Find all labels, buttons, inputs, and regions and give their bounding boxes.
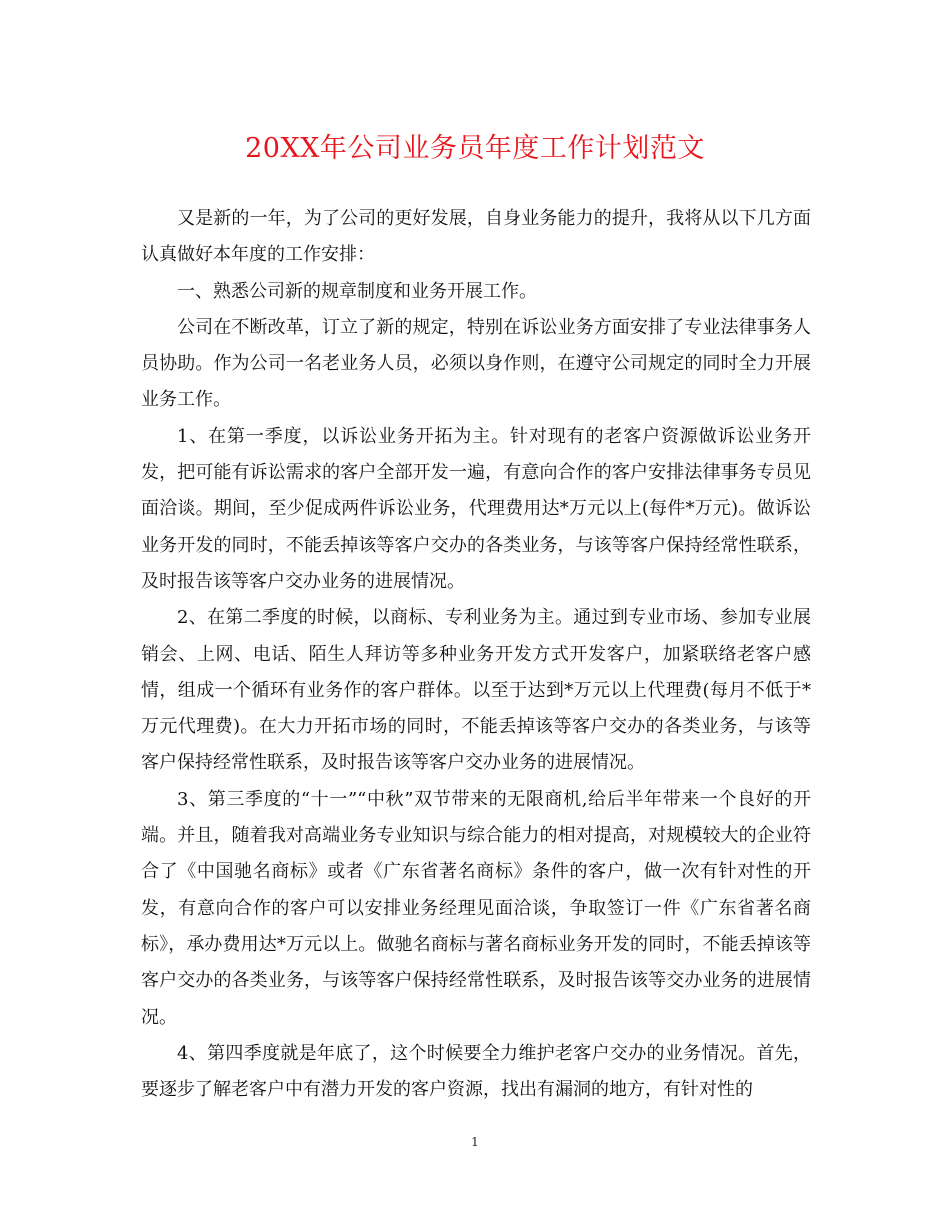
body-paragraph: 公司在不断改革，订立了新的规定，特别在诉讼业务方面安排了专业法律事务人员协助。作为公司一名老业务人员，必须以身作则，在遵守公司规定的同时全力开展业务工作。 — [141, 316, 811, 411]
intro-paragraph: 又是新的一年，为了公司的更好发展，自身业务能力的提升，我将从以下几方面认真做好本年度的工作安排： — [141, 208, 811, 266]
quarter-3-paragraph: 3、第三季度的“十一”“中秋”双节带来的无限商机,给后半年带来一个良好的开端。并且，随着我对高端业务专业知识与综合能力的相对提高，对规模较大的企业符合了《中国驰名商标》或者《广东省著名商标》条件的客户，做一次有针对性的开发，有意向合作的客户可以安排业务经理见面洽谈，争取签订一件《广东省著名商标》，承办费用达*万元以上。做驰名商标与著名商标业务开发的同时，不能丢掉该等客户交办的各类业务，与该等客户保持经常性联系，及时报告该等交办业务的进展情况。 — [141, 788, 811, 1028]
quarter-2-paragraph: 2、在第二季度的时候，以商标、专利业务为主。通过到专业市场、参加专业展销会、上网、电话、陌生人拜访等多种业务开发方式开发客户，加紧联络老客户感情，组成一个循环有业务作的客户群体。以至于达到*万元以上代理费(每月不低于*万元代理费)。在大力开拓市场的同时，不能丢掉该等客户交办的各类业务，与该等客户保持经常性联系，及时报告该等客户交办业务的进展情况。 — [141, 607, 811, 774]
page-number: 1 — [471, 1135, 479, 1149]
document-title: 20XX年公司业务员年度工作计划范文 — [245, 133, 705, 164]
quarter-1-paragraph: 1、在第一季度，以诉讼业务开拓为主。针对现有的老客户资源做诉讼业务开发，把可能有诉讼需求的客户全部开发一遍，有意向合作的客户安排法律事务专员见面洽谈。期间，至少促成两件诉讼业务，代理费用达*万元以上(每件*万元)。做诉讼业务开发的同时，不能丢掉该等客户交办的各类业务，与该等客户保持经常性联系，及时报告该等客户交办业务的进展情况。 — [141, 425, 811, 592]
section-heading-1: 一、熟悉公司新的规章制度和业务开展工作。 — [177, 280, 537, 302]
document-body — [141, 201, 811, 1108]
quarter-4-paragraph: 4、第四季度就是年底了，这个时候要全力维护老客户交办的业务情况。首先，要逐步了解老客户中有潜力开发的客户资源，找出有漏洞的地方，有针对性的 — [141, 1042, 811, 1101]
